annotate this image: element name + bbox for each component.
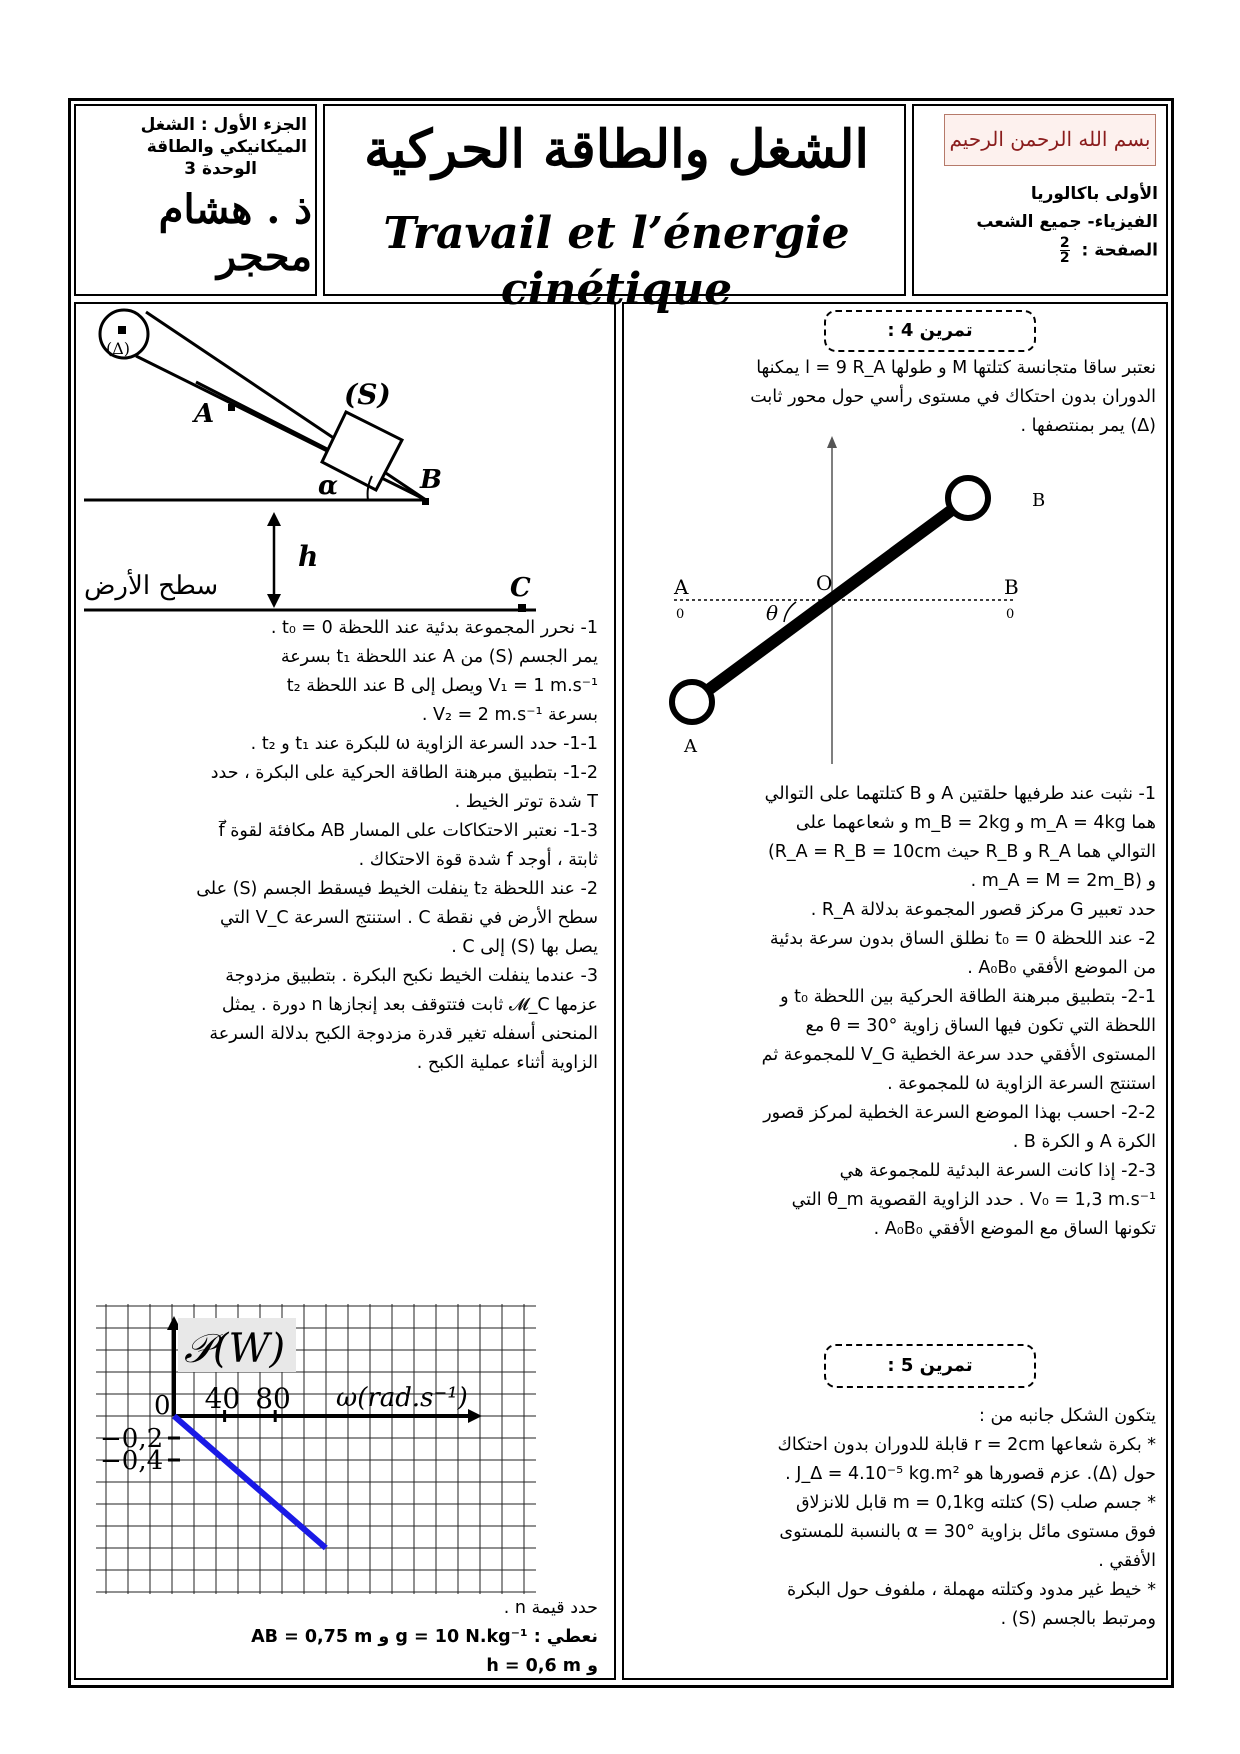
fig-zero-left: 0 [676,607,685,622]
ex4-line: هما m_A = 4kg و m_B = 2kg و شعاعهما على [795,813,1156,833]
left-line: 1- نحرر المجموعة بدئية عند اللحظة t₀ = 0 . [270,618,598,638]
label-h: h [298,540,319,573]
y-axis-label: 𝒫(W) [184,1326,286,1372]
label-B: B [420,465,442,495]
left-line: الزاوية أثناء عملية الكبح . [416,1053,598,1073]
ex4-line: استنتج السرعة الزاوية ω للمجموعة . [887,1074,1156,1094]
label-A: A [194,399,215,429]
ex5-line: يتكون الشكل جانبه من : [979,1406,1156,1426]
ex4-line: حدد تعبير G مركز قصور المجموعة بدلالة R_A . [810,900,1156,920]
basmala-logo: بسم الله الرحمن الرحيم [944,114,1156,166]
h-arrow-bottom [267,594,281,608]
left-line: يصل بها (S) إلى C . [451,937,598,957]
ring-B [948,478,988,518]
left-text [86,614,598,1078]
ex4-line: اللحظة التي تكون فيها الساق زاوية θ = 30° مع [805,1016,1156,1036]
ex5-line: فوق مستوى مائل بزاوية α = 30° بالنسبة للمستوى [779,1522,1156,1542]
ex4-line: من الموضع الأفقي A₀B₀ . [967,958,1156,978]
axis-arrow [827,436,837,448]
header-unit-box [74,104,317,296]
header-level-box [912,104,1168,296]
point-A [228,404,235,411]
page-num: 2 [1059,235,1070,251]
fig-label-B-right: B [1004,575,1019,599]
left-line: 1-3- نعتبر الاحتكاكات على المسار AB مكافئة لقوة f⃗ [218,821,598,841]
label-S: (S) [344,378,391,411]
ex4-intro-line: نعتبر ساقا متجانسة كتلتها M و طولها l = 9 R_A يمكنها [756,358,1156,378]
fig-label-theta: θ [766,601,779,625]
left-line: ثابتة ، أوجد f شدة قوة الاحتكاك . [358,850,598,870]
left-bottom [86,1594,598,1681]
exercise5-text [632,1402,1156,1634]
level: الأولى باكالوريا [1030,184,1158,204]
ring-A [672,682,712,722]
pulley-delta-label: (Δ) [106,339,131,358]
find-n: حدد قيمة n . [503,1598,598,1618]
rod-figure [664,434,1084,774]
exercise4-label: تمرين 4 : [824,310,1036,352]
y-tick-label: 0 [154,1391,171,1421]
left-column [74,302,616,1680]
left-line: المنحنى أسفله تغير قدرة مزدوجة الكبح بدلالة السرعة [209,1024,598,1044]
point-C [518,604,526,612]
left-line: V₁ = 1 m.s⁻¹ ويصل إلى B عند اللحظة t₂ [286,676,598,696]
ex4-line: 2-3- إذا كانت السرعة البدئية للمجموعة هي [839,1161,1156,1181]
ex4-intro-line: الدوران بدون احتكاك في مستوى رأسي حول محور ثابت [750,387,1156,407]
ex4-line: تكونها الساق مع الموضع الأفقي A₀B₀ . [873,1219,1156,1239]
title-french: Travail et l’énergie cinétique [383,208,850,315]
fig-label-A-left: A [674,575,689,599]
page-den: 2 [1059,250,1070,266]
left-line: 1-1- حدد السرعة الزاوية ω للبكرة عند t₁ و t₂ . [250,734,598,754]
ex5-line: الأفقي . [1098,1551,1156,1571]
header [74,104,1168,315]
ex5-line: حول (Δ). عزم قصورها هو J_Δ = 4.10⁻⁵ kg.m² . [785,1464,1156,1484]
x-tick-label: 80 [255,1382,291,1415]
chart-labels [100,1318,468,1476]
fig-label-A-bottom: A [684,736,697,757]
ex5-line: * جسم صلب (S) كتلته m = 0,1kg قابل للانزلاق [795,1493,1156,1513]
ex5-line: * بكرة شعاعها r = 2cm قابلة للدوران بدون احتكاك [777,1435,1156,1455]
left-line: بسرعة V₂ = 2 m.s⁻¹ . [421,705,598,725]
power-chart [96,1304,536,1594]
unit-info [82,114,307,180]
page-fraction [1060,236,1070,265]
left-line: 1-2- بتطبيق مبرهنة الطاقة الحركية على البكرة ، حدد [210,763,598,783]
exercise4-intro [632,354,1156,441]
left-line: عزمها 𝓜_C ثابت فتتوقف بعد إنجازها n دورة . يمثل [221,995,598,1015]
ex4-line: المستوى الأفقي حدد سرعة الخطية V_G للمجموعة ثم [761,1045,1156,1065]
ex4-intro-line: (Δ) يمر بمنتصفها . [1020,416,1156,436]
fig-label-O: O [816,571,833,595]
unit-part-line2: الميكانيكي والطاقة [146,137,307,157]
ex4-line: 2- عند اللحظة t₀ = 0 نطلق الساق بدون سرعة بدئية [769,929,1156,949]
label-C: C [510,573,531,603]
x-axis-label: ω(rad.s⁻¹) [336,1383,468,1413]
page-label: الصفحة : [1081,240,1158,261]
page-indicator [922,236,1158,265]
given-data-2: و h = 0,6 m [486,1656,598,1676]
exercise5-label: تمرين 5 : [824,1344,1036,1388]
level-info [922,180,1158,265]
subject: الفيزياء- جميع الشعب [976,212,1158,232]
ex4-line: 2-1- بتطبيق مبرهنة الطاقة الحركية بين اللحظة t₀ و [780,987,1156,1007]
left-line: سطح الأرض في نقطة C . استنتج السرعة V_C التي [219,908,598,928]
pulley-axis [118,326,126,334]
y-tick-label: −0,4 [100,1446,164,1476]
exercise4-questions [632,780,1156,1244]
unit-part-line1: الجزء الأول : الشغل [140,115,307,135]
unit-number: الوحدة 3 [184,159,257,179]
label-alpha: α [318,471,339,501]
header-title-box [323,104,906,315]
author-name: ذ . هشام محجر [158,186,312,280]
ex4-line: الكرة A و الكرة B . [1012,1132,1156,1152]
given-data: نعطي : g = 10 N.kg⁻¹ و AB = 0,75 m [251,1627,598,1647]
ex4-line: التوالي هما R_A و R_B حيث R_A = R_B = 10cm) [767,842,1156,862]
fig-label-B-top: B [1032,490,1046,511]
y-tick-label: −0,2 [100,1424,164,1454]
left-line: T شدة توتر الخيط . [454,792,598,812]
ex4-line: و (m_A = M = 2m_B . [970,871,1156,891]
ex4-line: 1- نثبت عند طرفيها حلقتين A و B كتلتهما على التوالي [764,784,1156,804]
fig-zero-right: 0 [1006,607,1015,622]
right-column [622,302,1168,1680]
ex5-line: ومرتبط بالجسم (S) . [1000,1609,1156,1629]
ground-label: سطح الأرض [84,571,219,601]
ex4-line: 2-2- احسب بهذا الموضع السرعة الخطية لمركز قصور [763,1103,1156,1123]
left-line: 3- عندما ينفلت الخيط نكبح البكرة . بتطبيق مزدوجة [225,966,598,986]
left-line: يمر الجسم (S) من A عند اللحظة t₁ بسرعة [280,647,598,667]
left-line: 2- عند اللحظة t₂ ينفلت الخيط فيسقط الجسم (S) على [196,879,598,899]
title-arabic: الشغل والطاقة الحركية [364,119,869,180]
ex4-line: V₀ = 1,3 m.s⁻¹ . حدد الزاوية القصوية θ_m التي [791,1190,1156,1210]
h-arrow-top [267,512,281,526]
x-tick-label: 40 [204,1382,241,1415]
ex5-line: * خيط غير مدود وكتلته مهملة ، ملفوف حول البكرة [786,1580,1156,1600]
